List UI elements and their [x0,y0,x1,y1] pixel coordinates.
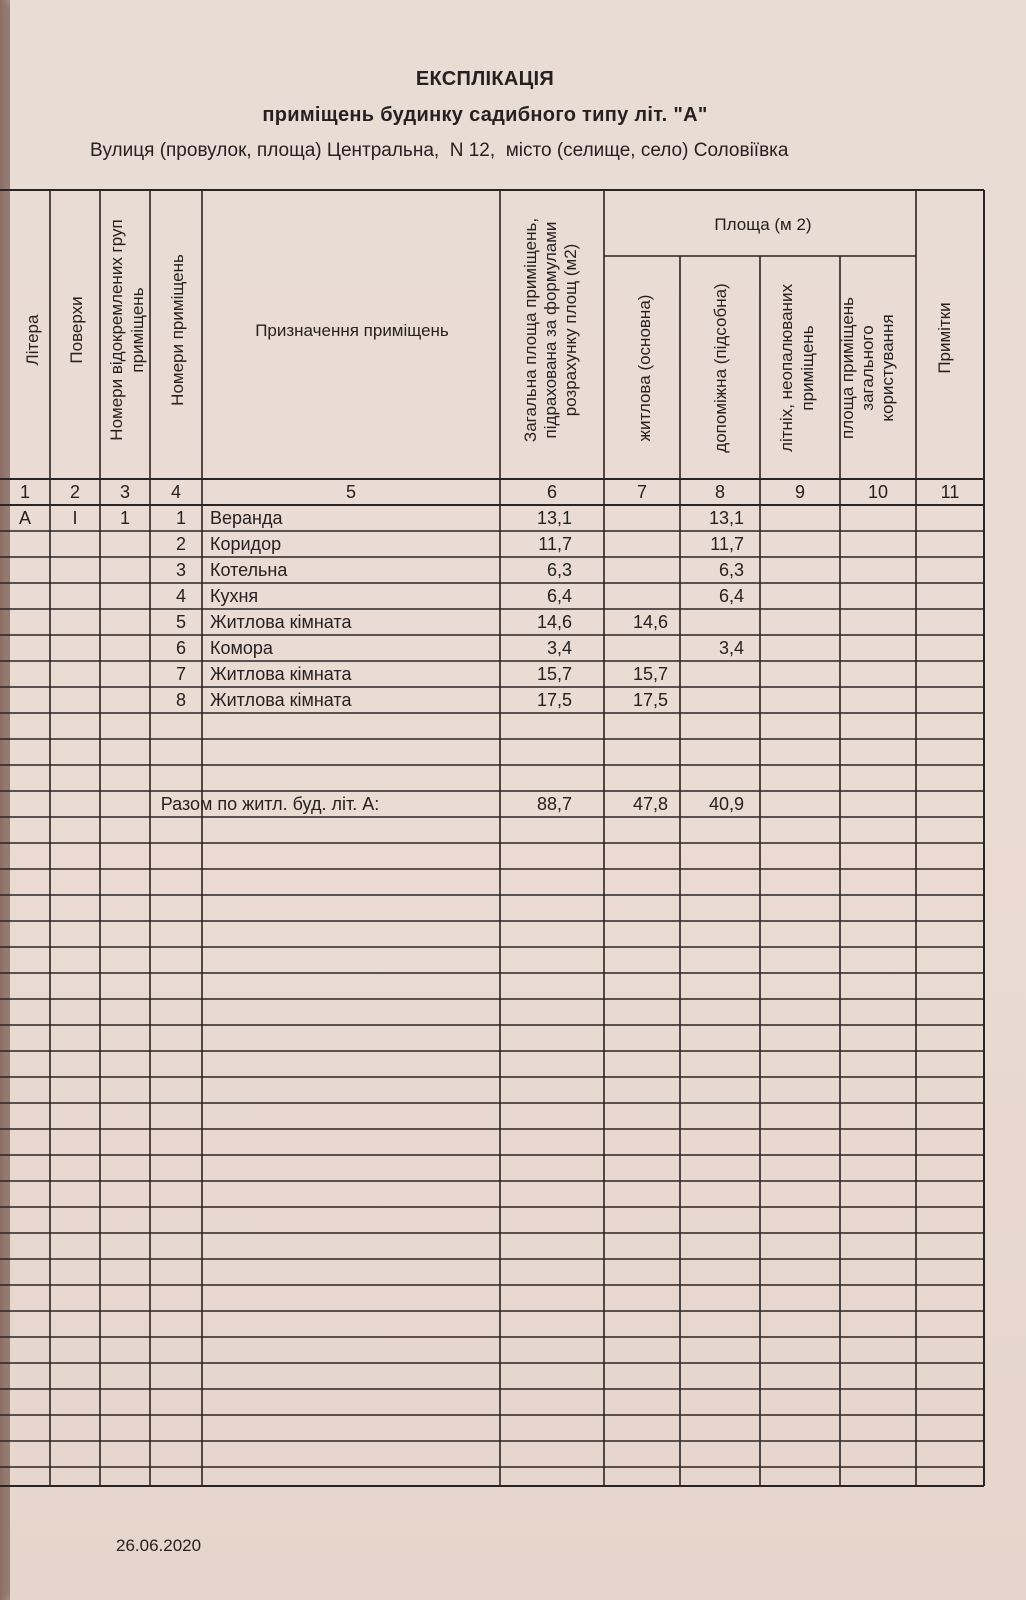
header-total-line1: Загальна площа приміщень, [521,217,540,443]
column-number: 1 [19,482,30,502]
row-floor [50,557,100,583]
summary-label: Разом по житл. буд. літ. А: [160,794,380,814]
column-number: 5 [345,482,356,502]
row-total: 6,3 [546,560,572,580]
header-area-group: Площа (м 2) [714,215,812,234]
row-total: 3,4 [546,638,572,658]
row-name: Житлова кімната [210,690,352,710]
row-auxiliary [680,687,744,713]
row-name: Котельна [210,560,288,580]
summary-residential: 47,8 [632,794,668,814]
row-group [100,661,150,687]
row-group [100,687,150,713]
row-residential: 14,6 [632,612,668,632]
header-groups-line2: приміщень [128,287,147,373]
row-number: 5 [175,612,186,632]
column-number: 2 [69,482,80,502]
header-common-line2: загального [858,325,877,411]
row-residential [604,505,668,531]
row-group [100,635,150,661]
column-number: 8 [714,482,725,502]
column-number: 7 [636,482,647,502]
row-auxiliary [680,609,744,635]
header-total-line3: розрахунку площ (м2) [561,243,580,417]
row-total: 6,4 [546,586,572,606]
row-residential [604,583,668,609]
row-floor [50,583,100,609]
row-name: Житлова кімната [210,664,352,684]
row-group [100,557,150,583]
row-number: 7 [175,664,186,684]
row-group [100,531,150,557]
row-group [100,583,150,609]
header-litera: Літера [23,314,42,366]
row-litera [0,661,50,687]
row-floor [50,531,100,557]
row-total: 11,7 [538,534,572,554]
row-floor [50,661,100,687]
row-residential: 15,7 [632,664,668,684]
column-number: 10 [867,482,889,502]
header-summer-line1: літніх, неопалюваних [777,284,796,452]
row-name: Веранда [210,508,283,528]
document-subtitle: приміщень будинку садибного типу літ. "А" [262,104,708,126]
row-litera [0,531,50,557]
row-auxiliary [680,661,744,687]
row-name: Кухня [210,586,259,606]
row-total: 14,6 [536,612,572,632]
row-auxiliary: 6,4 [718,586,744,606]
row-group: 1 [119,508,130,528]
row-litera [0,609,50,635]
header-common-line3: користування [878,314,897,422]
row-name: Комора [210,638,273,658]
row-floor [50,609,100,635]
row-litera [0,687,50,713]
row-name: Коридор [210,534,282,554]
row-auxiliary: 3,4 [718,638,744,658]
column-number: 9 [794,482,805,502]
row-name: Житлова кімната [210,612,352,632]
document-title: ЕКСПЛІКАЦІЯ [415,68,555,90]
row-total: 13,1 [536,508,572,528]
row-group [100,609,150,635]
row-residential [604,557,668,583]
column-number: 4 [170,482,181,502]
row-auxiliary: 6,3 [718,560,744,580]
header-total-line2: підрахована за формулами [541,221,560,439]
document-date: 26.06.2020 [116,1536,202,1555]
header-floors: Поверхи [67,296,86,364]
row-number: 6 [175,638,186,658]
row-floor: I [72,508,78,528]
row-residential: 17,5 [632,690,668,710]
row-total: 17,5 [536,690,572,710]
header-common-line1: площа приміщень [838,296,857,440]
header-groups-line1: Номери відокремлених груп [107,219,126,441]
row-residential [604,531,668,557]
row-number: 1 [175,508,186,528]
header-notes: Примітки [935,302,954,374]
row-number: 3 [175,560,186,580]
summary-total: 88,7 [536,794,572,814]
header-room-numbers: Номери приміщень [168,254,187,406]
header-residential: житлова (основна) [635,294,654,442]
summary-auxiliary: 40,9 [708,794,744,814]
address-line: Вулиця (провулок, площа) Центральна, N 12, місто (селище, село) Соловіївка [90,140,789,161]
header-summer-line2: приміщень [798,325,817,411]
row-number: 2 [175,534,186,554]
row-number: 4 [175,586,186,606]
row-total: 15,7 [536,664,572,684]
row-residential [604,635,668,661]
row-floor [50,687,100,713]
row-litera [0,635,50,661]
row-number: 8 [175,690,186,710]
column-number: 11 [940,482,960,502]
header-purpose: Призначення приміщень [255,321,449,340]
row-auxiliary: 11,7 [710,534,744,554]
row-litera [0,557,50,583]
row-floor [50,635,100,661]
row-litera [0,583,50,609]
column-number: 6 [546,482,557,502]
row-auxiliary: 13,1 [708,508,744,528]
column-number: 3 [119,482,130,502]
row-litera: А [18,508,31,528]
header-auxiliary: допоміжна (підсобна) [711,283,730,453]
